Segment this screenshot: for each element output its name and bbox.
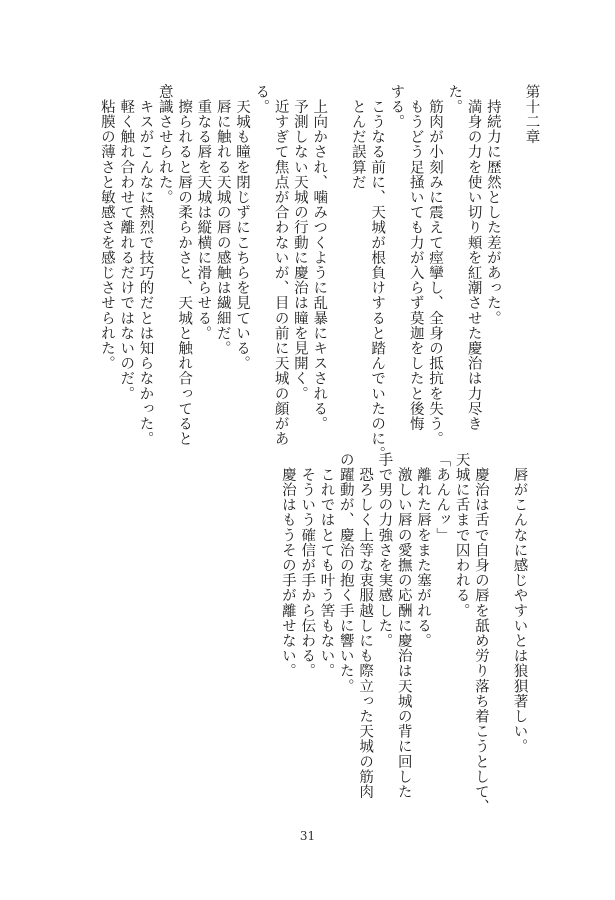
text-line: 近すぎて焦点が合わないが、目の前に天城の顔があ <box>272 84 289 447</box>
text-line: 「あんんッ」 <box>434 452 451 543</box>
text-line: そういう確信が手から伝わる。 <box>299 452 316 679</box>
text-line: る。 <box>253 84 270 115</box>
text-line: 天城に舌まで囚われる。 <box>453 452 470 619</box>
text-line: 手で男の力強さを実感した。 <box>376 452 393 649</box>
text-line: こうなる前に、天城が根負けすると踏んでいたのに。 <box>369 84 386 462</box>
text-line: 上向かされ、噛みつくように乱暴にキスされる。 <box>311 84 328 432</box>
text-line: 満身の力を使い切り頬を紅潮させた慶治は力尽き <box>465 84 482 432</box>
text-line: 恐ろしく上等な衷服越しにも際立った天城の筋肉 <box>357 452 374 800</box>
text-line: する。 <box>388 84 405 130</box>
text-line: これではとても叶う筈もない。 <box>318 452 335 679</box>
text-line: 第十二章 <box>523 84 540 145</box>
text-line: 唇に触れる天城の唇の感触は繊細だ。 <box>214 84 231 356</box>
text-line: 唇がこんなに感じやすいとは狼狽著しい。 <box>511 452 528 754</box>
text-line: 激しい唇の愛撫の応酬に慶治は天城の背に回した <box>395 452 412 800</box>
text-line: 慶治は舌で自身の唇を舐め労り落ち着こうとして、 <box>472 452 489 815</box>
text-line: の躍動が、慶治の抱く手に響いた。 <box>337 452 354 694</box>
text-line: キスがこんなに熱烈で技巧的だとは知らなかった。 <box>137 84 154 447</box>
text-line: 意識させられた。 <box>156 84 173 205</box>
text-line: もうどう足掻いても力が入らず莫迦をしたと後悔 <box>407 84 424 432</box>
page-number: 31 <box>299 829 316 843</box>
text-line: 離れた唇をまた塞がれる。 <box>415 452 431 649</box>
text-line: 天城も瞳を閉じずにこちらを見ている。 <box>234 84 250 371</box>
text-line: 予測しない天城の行動に慶治は瞳を見開く。 <box>291 84 308 402</box>
text-line: 軽く触れ合わせて離れるだけではないのだ。 <box>118 84 135 402</box>
text-line: 重なる唇を天城は縦横に滑らせる。 <box>195 84 212 341</box>
text-line: 粘膜の薄さと敏感さを感じさせられた。 <box>98 84 115 371</box>
text-line: 筋肉が小刻みに震えて痙攣し、全身の抵抗を失う。 <box>427 84 443 447</box>
text-line: 慶治はもうその手が離せない。 <box>279 452 296 679</box>
text-line: 擦られると唇の柔らかさと、天城と触れ合ってると <box>176 84 193 447</box>
text-line: とんだ誤算だ <box>349 84 366 190</box>
text-line: 持続力に歴然とした差があった。 <box>484 84 501 326</box>
text-line: た。 <box>446 84 463 115</box>
